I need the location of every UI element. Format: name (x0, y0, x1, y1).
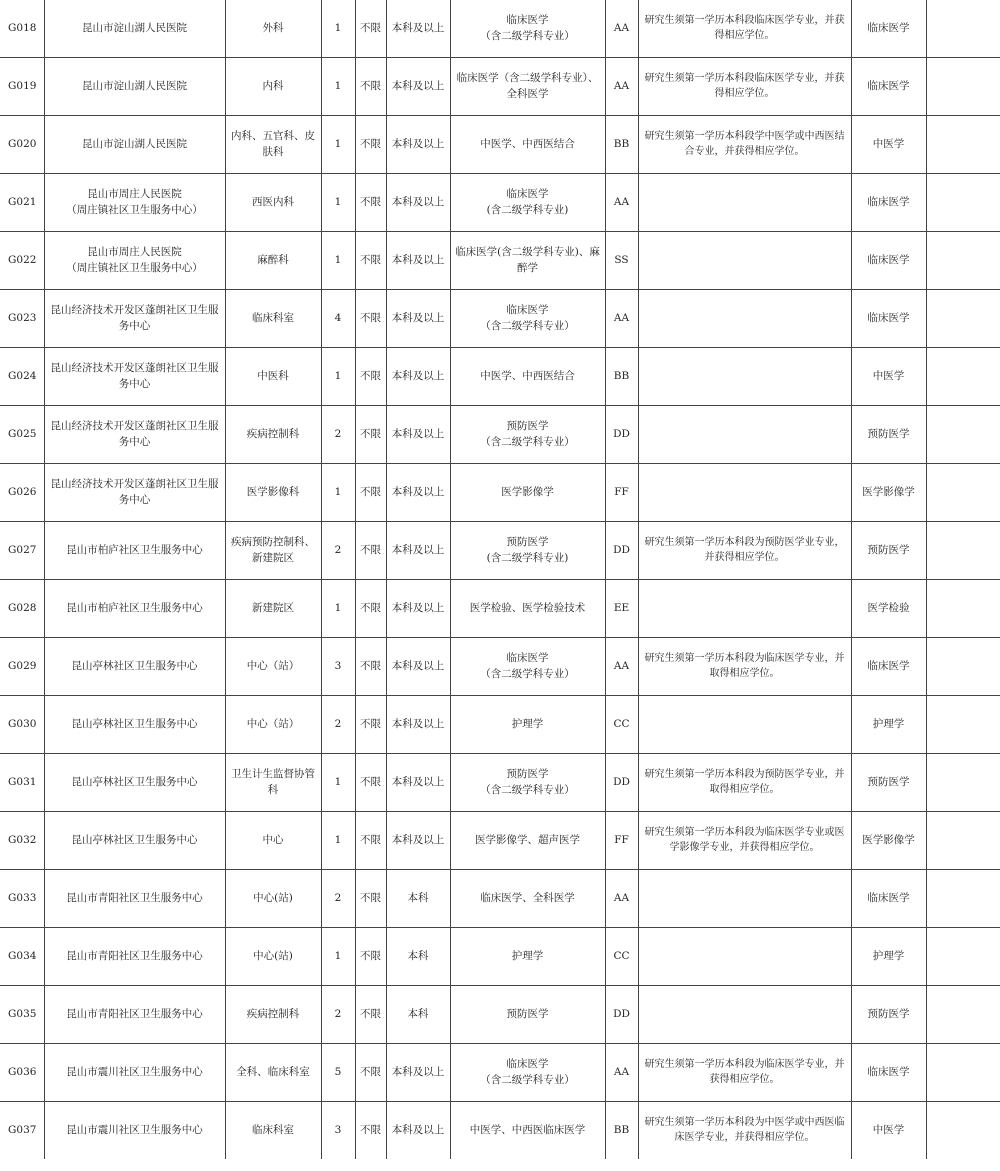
cell-education: 本科及以上 (386, 638, 450, 696)
cell-education: 本科及以上 (386, 754, 450, 812)
cell-blank (926, 696, 1000, 754)
cell-department: 中医科 (225, 348, 321, 406)
cell-blank (926, 232, 1000, 290)
cell-blank (926, 580, 1000, 638)
cell-headcount: 1 (321, 232, 355, 290)
cell-employer-unit: 昆山市青阳社区卫生服务中心 (44, 986, 225, 1044)
cell-headcount: 1 (321, 0, 355, 58)
cell-blank (926, 290, 1000, 348)
cell-employer-unit: 昆山亭林社区卫生服务中心 (44, 754, 225, 812)
cell-headcount: 2 (321, 406, 355, 464)
cell-department: 中心(站) (225, 928, 321, 986)
cell-restriction: 不限 (355, 986, 386, 1044)
cell-category-code: DD (605, 522, 638, 580)
cell-blank (926, 1102, 1000, 1160)
cell-position-code: G018 (0, 0, 44, 58)
cell-category-code: AA (605, 0, 638, 58)
cell-restriction: 不限 (355, 464, 386, 522)
cell-education: 本科及以上 (386, 812, 450, 870)
cell-blank (926, 870, 1000, 928)
cell-exam-category: 中医学 (851, 116, 926, 174)
table-row (0, 1102, 1000, 1160)
cell-remarks (638, 464, 851, 522)
cell-major: 中医学、中西医临床医学 (450, 1102, 605, 1160)
cell-blank (926, 1044, 1000, 1102)
cell-position-code: G026 (0, 464, 44, 522)
cell-position-code: G030 (0, 696, 44, 754)
cell-blank (926, 464, 1000, 522)
cell-exam-category: 护理学 (851, 696, 926, 754)
cell-exam-category: 预防医学 (851, 986, 926, 1044)
cell-department: 内科、五官科、皮肤科 (225, 116, 321, 174)
cell-remarks: 研究生须第一学历本科段临床医学专业，并获得相应学位。 (638, 58, 851, 116)
cell-category-code: DD (605, 986, 638, 1044)
cell-employer-unit: 昆山经济技术开发区蓬朗社区卫生服务中心 (44, 348, 225, 406)
cell-category-code: FF (605, 464, 638, 522)
table-row (0, 580, 1000, 638)
cell-restriction: 不限 (355, 580, 386, 638)
cell-remarks (638, 406, 851, 464)
cell-major: 预防医学 (450, 986, 605, 1044)
cell-position-code: G024 (0, 348, 44, 406)
cell-category-code: SS (605, 232, 638, 290)
table-row (0, 0, 1000, 58)
cell-major: 预防医学 （含二级学科专业） (450, 406, 605, 464)
cell-headcount: 4 (321, 290, 355, 348)
cell-restriction: 不限 (355, 116, 386, 174)
cell-headcount: 3 (321, 638, 355, 696)
cell-restriction: 不限 (355, 348, 386, 406)
cell-remarks (638, 928, 851, 986)
cell-exam-category: 中医学 (851, 1102, 926, 1160)
cell-category-code: DD (605, 406, 638, 464)
cell-education: 本科 (386, 986, 450, 1044)
cell-restriction: 不限 (355, 1102, 386, 1160)
cell-education: 本科及以上 (386, 1102, 450, 1160)
cell-headcount: 1 (321, 928, 355, 986)
cell-position-code: G021 (0, 174, 44, 232)
cell-education: 本科及以上 (386, 58, 450, 116)
cell-education: 本科 (386, 928, 450, 986)
cell-department: 中心(站) (225, 870, 321, 928)
cell-remarks: 研究生须第一学历本科段学中医学或中西医结合专业，并获得相应学位。 (638, 116, 851, 174)
cell-employer-unit: 昆山市柏庐社区卫生服务中心 (44, 522, 225, 580)
table-row (0, 348, 1000, 406)
cell-exam-category: 临床医学 (851, 232, 926, 290)
cell-headcount: 1 (321, 174, 355, 232)
cell-restriction: 不限 (355, 870, 386, 928)
cell-blank (926, 522, 1000, 580)
cell-department: 内科 (225, 58, 321, 116)
table-row (0, 174, 1000, 232)
cell-education: 本科及以上 (386, 464, 450, 522)
cell-major: 临床医学（含二级学科专业）、全科医学 (450, 58, 605, 116)
cell-education: 本科及以上 (386, 522, 450, 580)
cell-position-code: G031 (0, 754, 44, 812)
cell-education: 本科及以上 (386, 290, 450, 348)
cell-position-code: G028 (0, 580, 44, 638)
cell-position-code: G022 (0, 232, 44, 290)
cell-department: 疾病预防控制科、新建院区 (225, 522, 321, 580)
cell-category-code: BB (605, 1102, 638, 1160)
cell-restriction: 不限 (355, 174, 386, 232)
cell-blank (926, 928, 1000, 986)
cell-employer-unit: 昆山市青阳社区卫生服务中心 (44, 870, 225, 928)
cell-category-code: AA (605, 290, 638, 348)
cell-education: 本科及以上 (386, 116, 450, 174)
table-row (0, 232, 1000, 290)
cell-remarks (638, 696, 851, 754)
cell-position-code: G020 (0, 116, 44, 174)
cell-position-code: G037 (0, 1102, 44, 1160)
cell-department: 疾病控制科 (225, 986, 321, 1044)
cell-blank (926, 638, 1000, 696)
cell-position-code: G032 (0, 812, 44, 870)
table-row (0, 58, 1000, 116)
cell-employer-unit: 昆山亭林社区卫生服务中心 (44, 812, 225, 870)
cell-headcount: 3 (321, 1102, 355, 1160)
table-row (0, 696, 1000, 754)
cell-department: 新建院区 (225, 580, 321, 638)
cell-department: 疾病控制科 (225, 406, 321, 464)
cell-headcount: 1 (321, 580, 355, 638)
cell-category-code: AA (605, 638, 638, 696)
cell-remarks: 研究生须第一学历本科段临床医学专业，并获得相应学位。 (638, 0, 851, 58)
cell-remarks: 研究生须第一学历本科段为中医学或中西医临床医学专业，并获得相应学位。 (638, 1102, 851, 1160)
cell-headcount: 1 (321, 754, 355, 812)
cell-restriction: 不限 (355, 754, 386, 812)
cell-category-code: DD (605, 754, 638, 812)
cell-department: 外科 (225, 0, 321, 58)
cell-remarks (638, 290, 851, 348)
cell-restriction: 不限 (355, 522, 386, 580)
cell-remarks: 研究生须第一学历本科段为预防医学专业，并取得相应学位。 (638, 754, 851, 812)
cell-category-code: AA (605, 870, 638, 928)
cell-position-code: G029 (0, 638, 44, 696)
cell-education: 本科 (386, 870, 450, 928)
cell-employer-unit: 昆山市震川社区卫生服务中心 (44, 1044, 225, 1102)
cell-education: 本科及以上 (386, 174, 450, 232)
cell-restriction: 不限 (355, 0, 386, 58)
cell-department: 中心（站） (225, 696, 321, 754)
cell-exam-category: 临床医学 (851, 290, 926, 348)
table-row (0, 464, 1000, 522)
cell-exam-category: 医学检验 (851, 580, 926, 638)
cell-remarks (638, 348, 851, 406)
cell-category-code: AA (605, 1044, 638, 1102)
cell-department: 全科、临床科室 (225, 1044, 321, 1102)
cell-education: 本科及以上 (386, 406, 450, 464)
cell-blank (926, 174, 1000, 232)
table-row (0, 406, 1000, 464)
cell-major: 临床医学 （含二级学科专业） (450, 1044, 605, 1102)
cell-category-code: EE (605, 580, 638, 638)
table-row (0, 812, 1000, 870)
cell-exam-category: 医学影像学 (851, 812, 926, 870)
cell-exam-category: 预防医学 (851, 754, 926, 812)
cell-category-code: CC (605, 928, 638, 986)
cell-headcount: 2 (321, 522, 355, 580)
cell-category-code: AA (605, 174, 638, 232)
cell-education: 本科及以上 (386, 0, 450, 58)
cell-blank (926, 0, 1000, 58)
cell-position-code: G035 (0, 986, 44, 1044)
cell-employer-unit: 昆山亭林社区卫生服务中心 (44, 638, 225, 696)
cell-major: 临床医学 （含二级学科专业） (450, 638, 605, 696)
cell-position-code: G036 (0, 1044, 44, 1102)
cell-headcount: 1 (321, 812, 355, 870)
cell-category-code: BB (605, 348, 638, 406)
cell-employer-unit: 昆山市淀山湖人民医院 (44, 0, 225, 58)
table-row (0, 290, 1000, 348)
cell-category-code: CC (605, 696, 638, 754)
cell-category-code: FF (605, 812, 638, 870)
cell-blank (926, 348, 1000, 406)
table-row (0, 1044, 1000, 1102)
cell-headcount: 2 (321, 870, 355, 928)
cell-exam-category: 临床医学 (851, 0, 926, 58)
table-row (0, 638, 1000, 696)
cell-blank (926, 754, 1000, 812)
cell-exam-category: 中医学 (851, 348, 926, 406)
cell-employer-unit: 昆山市周庄人民医院 （周庄镇社区卫生服务中心） (44, 174, 225, 232)
cell-major: 医学影像学 (450, 464, 605, 522)
cell-major: 中医学、中西医结合 (450, 116, 605, 174)
cell-employer-unit: 昆山市淀山湖人民医院 (44, 116, 225, 174)
cell-remarks: 研究生须第一学历本科段为预防医学业专业，并获得相应学位。 (638, 522, 851, 580)
cell-exam-category: 临床医学 (851, 58, 926, 116)
cell-remarks (638, 986, 851, 1044)
cell-employer-unit: 昆山亭林社区卫生服务中心 (44, 696, 225, 754)
cell-exam-category: 临床医学 (851, 174, 926, 232)
cell-restriction: 不限 (355, 812, 386, 870)
cell-major: 临床医学 （含二级学科专业） (450, 290, 605, 348)
cell-department: 麻醉科 (225, 232, 321, 290)
cell-department: 临床科室 (225, 290, 321, 348)
cell-headcount: 2 (321, 986, 355, 1044)
cell-employer-unit: 昆山经济技术开发区蓬朗社区卫生服务中心 (44, 464, 225, 522)
cell-remarks (638, 174, 851, 232)
cell-position-code: G023 (0, 290, 44, 348)
cell-exam-category: 临床医学 (851, 1044, 926, 1102)
cell-headcount: 1 (321, 348, 355, 406)
cell-department: 中心 (225, 812, 321, 870)
cell-major: 临床医学、全科医学 (450, 870, 605, 928)
cell-education: 本科及以上 (386, 232, 450, 290)
table-row (0, 116, 1000, 174)
cell-major: 预防医学 （含二级学科专业） (450, 754, 605, 812)
cell-exam-category: 护理学 (851, 928, 926, 986)
table-row (0, 928, 1000, 986)
cell-blank (926, 986, 1000, 1044)
cell-employer-unit: 昆山市柏庐社区卫生服务中心 (44, 580, 225, 638)
cell-major: 临床医学(含二级学科专业)、麻醉学 (450, 232, 605, 290)
cell-headcount: 1 (321, 116, 355, 174)
cell-employer-unit: 昆山市周庄人民医院 （周庄镇社区卫生服务中心） (44, 232, 225, 290)
cell-remarks (638, 232, 851, 290)
cell-education: 本科及以上 (386, 348, 450, 406)
cell-headcount: 1 (321, 58, 355, 116)
cell-restriction: 不限 (355, 696, 386, 754)
cell-position-code: G027 (0, 522, 44, 580)
cell-category-code: BB (605, 116, 638, 174)
cell-exam-category: 临床医学 (851, 870, 926, 928)
cell-exam-category: 预防医学 (851, 522, 926, 580)
cell-restriction: 不限 (355, 58, 386, 116)
cell-position-code: G034 (0, 928, 44, 986)
cell-remarks (638, 870, 851, 928)
cell-position-code: G033 (0, 870, 44, 928)
cell-remarks: 研究生须第一学历本科段为临床医学专业或医学影像学专业，并获得相应学位。 (638, 812, 851, 870)
table-row (0, 870, 1000, 928)
cell-department: 医学影像科 (225, 464, 321, 522)
cell-education: 本科及以上 (386, 1044, 450, 1102)
cell-restriction: 不限 (355, 638, 386, 696)
cell-restriction: 不限 (355, 928, 386, 986)
cell-major: 临床医学 (含二级学科专业) (450, 174, 605, 232)
cell-employer-unit: 昆山经济技术开发区蓬朗社区卫生服务中心 (44, 406, 225, 464)
cell-headcount: 5 (321, 1044, 355, 1102)
cell-education: 本科及以上 (386, 580, 450, 638)
cell-blank (926, 812, 1000, 870)
cell-blank (926, 116, 1000, 174)
table-row (0, 522, 1000, 580)
cell-major: 中医学、中西医结合 (450, 348, 605, 406)
cell-exam-category: 预防医学 (851, 406, 926, 464)
cell-exam-category: 医学影像学 (851, 464, 926, 522)
cell-restriction: 不限 (355, 406, 386, 464)
cell-major: 护理学 (450, 928, 605, 986)
cell-major: 医学检验、医学检验技术 (450, 580, 605, 638)
cell-major: 临床医学 （含二级学科专业） (450, 0, 605, 58)
cell-headcount: 1 (321, 464, 355, 522)
cell-major: 预防医学 (含二级学科专业) (450, 522, 605, 580)
cell-position-code: G019 (0, 58, 44, 116)
cell-employer-unit: 昆山经济技术开发区蓬朗社区卫生服务中心 (44, 290, 225, 348)
cell-employer-unit: 昆山市震川社区卫生服务中心 (44, 1102, 225, 1160)
cell-department: 西医内科 (225, 174, 321, 232)
cell-exam-category: 临床医学 (851, 638, 926, 696)
table-row (0, 986, 1000, 1044)
cell-remarks: 研究生须第一学历本科段为临床医学专业，并获得相应学位。 (638, 1044, 851, 1102)
cell-restriction: 不限 (355, 232, 386, 290)
cell-restriction: 不限 (355, 1044, 386, 1102)
cell-remarks: 研究生须第一学历本科段为临床医学专业，并取得相应学位。 (638, 638, 851, 696)
cell-major: 医学影像学、超声医学 (450, 812, 605, 870)
table-row (0, 754, 1000, 812)
cell-position-code: G025 (0, 406, 44, 464)
cell-remarks (638, 580, 851, 638)
cell-employer-unit: 昆山市青阳社区卫生服务中心 (44, 928, 225, 986)
cell-department: 临床科室 (225, 1102, 321, 1160)
cell-blank (926, 58, 1000, 116)
cell-department: 中心（站） (225, 638, 321, 696)
cell-blank (926, 406, 1000, 464)
cell-major: 护理学 (450, 696, 605, 754)
cell-headcount: 2 (321, 696, 355, 754)
cell-category-code: AA (605, 58, 638, 116)
cell-employer-unit: 昆山市淀山湖人民医院 (44, 58, 225, 116)
cell-restriction: 不限 (355, 290, 386, 348)
cell-education: 本科及以上 (386, 696, 450, 754)
cell-department: 卫生计生监督协管科 (225, 754, 321, 812)
